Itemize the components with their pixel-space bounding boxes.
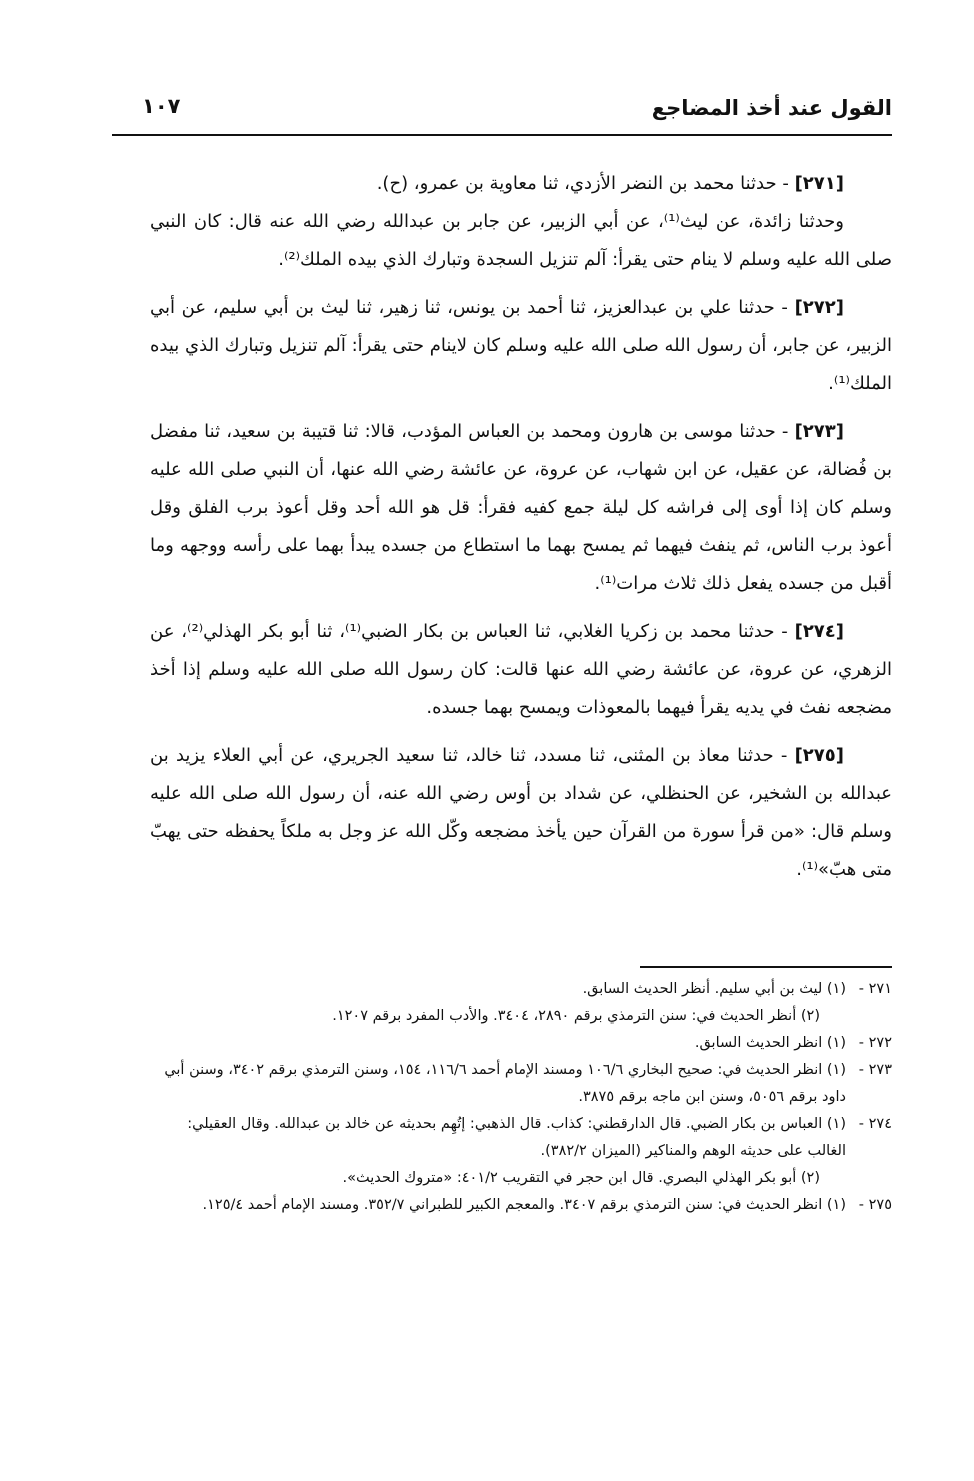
hadith-271-continuation xyxy=(150,203,892,279)
footnote-text: (١) انظر الحديث السابق. xyxy=(694,1035,846,1051)
footnote-text: (١) انظر الحديث في: سنن الترمذي برقم ٣٤٠٧. والمعجم الكبير للطبراني ٣٥٢/٧. ومسند الإمام أحمد ١٢٥/٤. xyxy=(202,1197,846,1213)
footnote xyxy=(150,1111,892,1165)
page-header xyxy=(112,92,892,132)
hadith-text: - حدثنا موسى بن هارون ومحمد بن العباس المؤدب، قالا: ثنا قتيبة بن سعيد، ثنا مفضل بن فُضالة، عن عقيل، عن ابن شهاب، عن عروة، عن عائشة رضي الله عنها، أن النبي صلى الله عليه وسلم كان إذا أوى إلى فراشه كل ليلة جمع كفيه فقرأ: قل هو الله أحد وقل أعوذ برب الفلق وقل أعوذ برب الناس، ثم ينفث فيهما ثم يمسح بهما ما استطاع من جسده يبدأ بهما على رأسه ووجهه وما أقبل من جسده يفعل ذلك ثلاث مرات⁽¹⁾. xyxy=(150,421,892,594)
hadith-275 xyxy=(150,737,892,889)
hadith-273 xyxy=(150,413,892,603)
footnote-text: (٢) أنظر الحديث في: سنن الترمذي برقم ٢٨٩٠، ٣٤٠٤. والأدب المفرد برقم ١٢٠٧. xyxy=(332,1008,820,1024)
footnote xyxy=(150,976,892,1003)
hadith-text: وحدثنا زائدة، عن ليث⁽¹⁾، عن أبي الزبير، عن جابر بن عبدالله رضي الله عنه قال: كان النبي صلى الله عليه وسلم لا ينام حتى يقرأ: آلم تنزيل السجدة وتبارك الذي بيده الملك⁽²⁾. xyxy=(150,211,892,270)
hadith-272 xyxy=(150,289,892,403)
hadith-text: - حدثنا معاذ بن المثنى، ثنا مسدد، ثنا خالد، ثنا سعيد الجريري، عن أبي العلاء يزيد بن عبدالله بن الشخير، عن الحنظلي، عن شداد بن أوس رضي الله عنه، أن رسول الله صلى الله عليه وسلم قال: «من قرأ سورة من القرآن حين يأخذ مضجعه وكّل الله عز وجل به ملكاً يحفظه حتى يهبّ متى هبّ»⁽¹⁾. xyxy=(150,745,892,880)
hadith-number: [٢٧١] xyxy=(794,173,844,194)
footnote-text: (١) العباس بن بكار الضبي. قال الدارقطني: كذاب. قال الذهبي: إتُهِم بحديثه عن خالد بن عبدالله. وقال العقيلي: الغالب على حديثه الوهم والمناكير (الميزان ٣٨٢/٢). xyxy=(187,1116,846,1159)
hadith-number: [٢٧٥] xyxy=(794,745,844,766)
hadith-text: - حدثنا علي بن عبدالعزيز، ثنا أحمد بن يونس، ثنا زهير، ثنا ليث بن أبي سليم، عن أبي الزبير، عن جابر، أن رسول الله صلى الله عليه وسلم كان لاينام حتى يقرأ: آلم تنزيل وتبارك الذي بيده الملك⁽¹⁾. xyxy=(150,297,892,394)
footnote-ref: ٢٧٣ - xyxy=(858,1062,892,1078)
hadith-274 xyxy=(150,613,892,727)
footnote xyxy=(150,1057,892,1111)
header-rule xyxy=(112,134,892,136)
footnote-ref: ٢٧٤ - xyxy=(858,1116,892,1132)
footnote-text: (١) ليث بن أبي سليم. أنظر الحديث السابق. xyxy=(582,981,846,997)
footnote-text: (٢) أبو بكر الهذلي البصري. قال ابن حجر في التقريب ٤٠١/٢: «متروك الحديث». xyxy=(342,1170,820,1186)
footnote-ref: ٢٧٢ - xyxy=(858,1035,892,1051)
hadith-271 xyxy=(150,165,892,203)
running-title: القول عند أخذ المضاجع xyxy=(651,96,892,120)
hadith-text: - حدثنا محمد بن زكريا الغلابي، ثنا العباس بن بكار الضبي⁽¹⁾، ثنا أبو بكر الهذلي⁽²⁾، عن الزهري، عن عروة، عن عائشة رضي الله عنها قالت: كان رسول الله صلى الله عليه وسلم إذا أخذ مضجعه نفث في يديه يقرأ فيهما بالمعوذات ويمسح بهما جسده. xyxy=(150,621,892,718)
page-number: ١٠٧ xyxy=(142,94,181,118)
hadith-number: [٢٧٣] xyxy=(794,421,844,442)
footnote xyxy=(150,1003,892,1030)
footnote-text: (١) انظر الحديث في: صحيح البخاري ١٠٦/٦ ومسند الإمام أحمد ١١٦/٦، ١٥٤، وسنن الترمذي برقم ٣٤٠٢، وسنن أبي داود برقم ٥٠٥٦، وسنن ابن ماجه برقم ٣٨٧٥. xyxy=(164,1062,846,1105)
hadith-text: - حدثنا محمد بن النضر الأزدي، ثنا معاوية بن عمرو، (ح). xyxy=(376,173,795,194)
footnote xyxy=(150,1192,892,1219)
main-text xyxy=(150,165,892,899)
footnotes xyxy=(150,976,892,1219)
hadith-number: [٢٧٤] xyxy=(794,621,845,642)
footnote-ref: ٢٧٥ - xyxy=(858,1197,892,1213)
footnote xyxy=(150,1030,892,1057)
footnote xyxy=(150,1165,892,1192)
footnote-ref: ٢٧١ - xyxy=(858,981,892,997)
hadith-number: [٢٧٢] xyxy=(794,297,844,318)
footnote-rule xyxy=(640,966,892,968)
